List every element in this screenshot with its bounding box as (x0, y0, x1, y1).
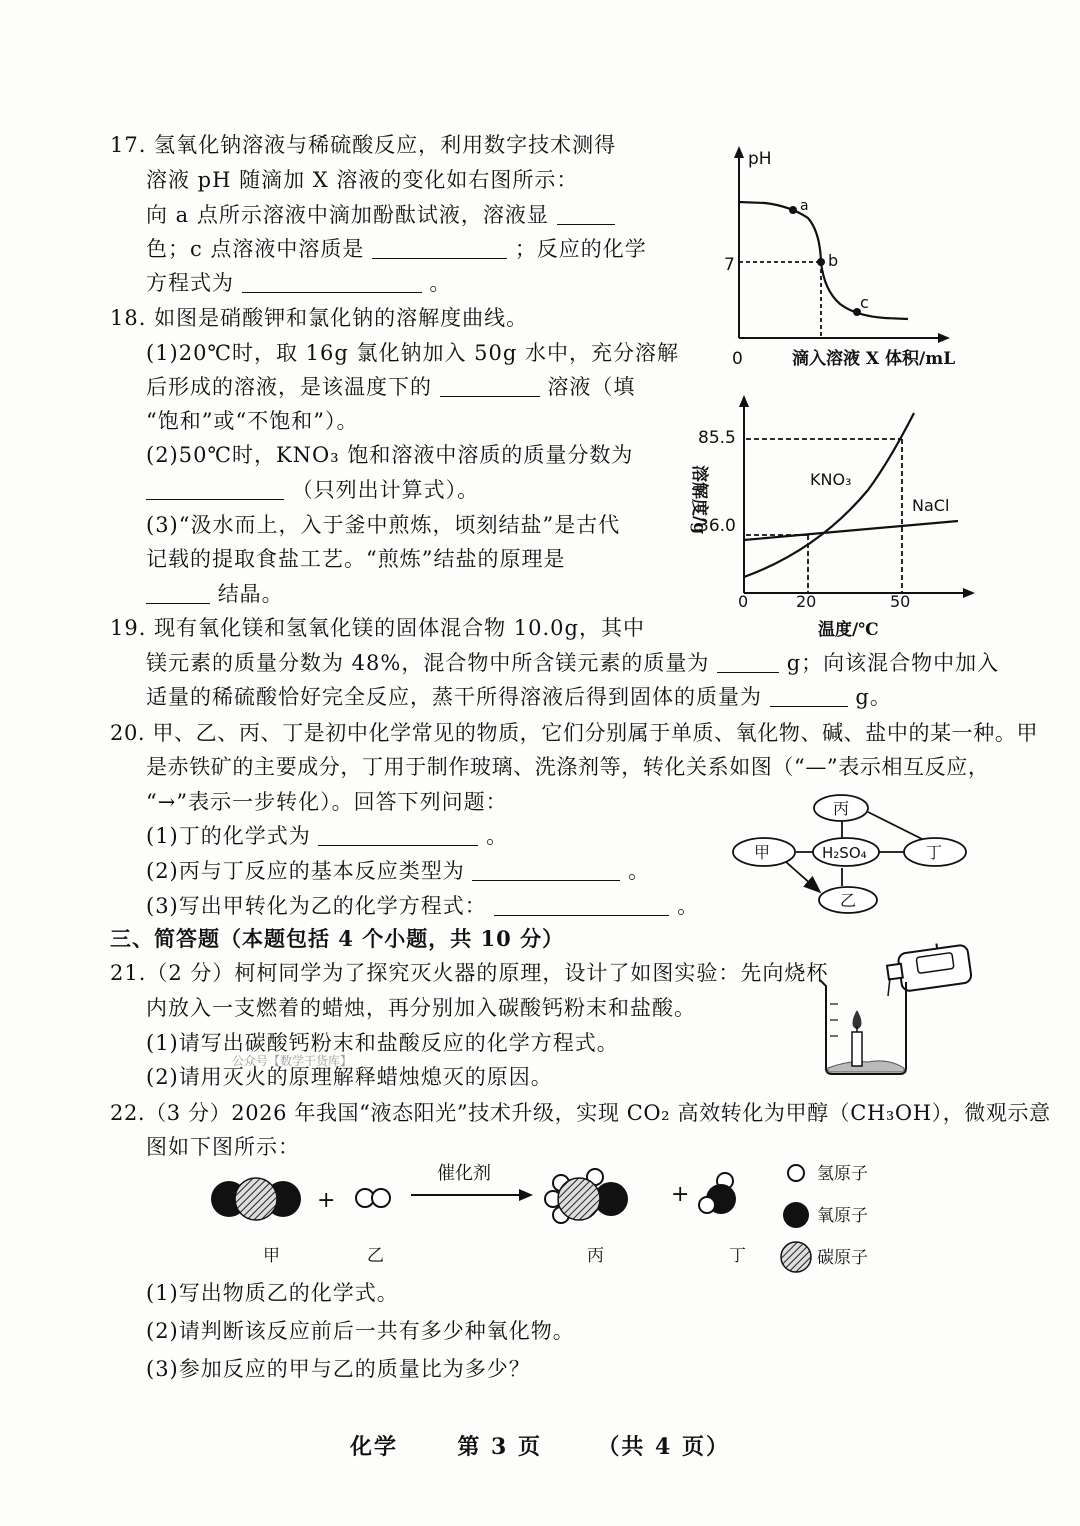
legend-c-label: 碳原子 (817, 1248, 868, 1268)
q22-line2: 图如下图所示： (146, 1135, 300, 1159)
q18-line3-text-b: 溶液（填 (547, 375, 636, 399)
q17-line5-text-b: 。 (429, 271, 452, 295)
q22-sub3: (3)参加反应的甲与乙的质量比为多少？ (146, 1357, 531, 1381)
ph-xlabel: 滴入溶液 X 体积/mL (792, 349, 956, 369)
q17-line3-text: 向 a 点所示溶液中滴加酚酞试液，溶液显 (146, 203, 549, 227)
beaker-experiment-illustration (808, 940, 983, 1080)
q18-blank-fraction[interactable] (146, 479, 284, 500)
nacl-curve (744, 521, 958, 540)
q18-line6 (146, 475, 479, 505)
bottle-icon (885, 940, 972, 993)
catalyst-label: 催化剂 (437, 1163, 491, 1184)
node-bing-label: 丙 (833, 799, 850, 818)
legend-h-label: 氢原子 (817, 1164, 868, 1184)
sol-xlabel: 温度/℃ (818, 620, 879, 640)
ph-label-c: c (860, 293, 869, 312)
q18-line7: (3)“汲水而上，入于釜中煎炼，顷刻结盐”是古代 (146, 513, 621, 537)
q17-line4-text-a: 色；c 点溶液中溶质是 (146, 237, 365, 261)
ph-chart (720, 140, 970, 370)
label-bing: 丙 (587, 1246, 604, 1266)
q19-line2-text-a: 镁元素的质量分数为 48%，混合物中所含镁元素的质量为 (146, 651, 710, 675)
q22-sub1: (1)写出物质乙的化学式。 (146, 1281, 399, 1305)
q17-line3 (146, 200, 615, 230)
label-jia: 甲 (263, 1246, 280, 1266)
page-footer (0, 1430, 1080, 1461)
candle-icon (852, 1032, 862, 1066)
q20-line5 (146, 856, 650, 886)
sol-ytick-85: 85.5 (698, 428, 736, 448)
q20-line1: 20. 甲、乙、丙、丁是初中化学常见的物质，它们分别属于单质、氧化物、碱、盐中的某一种。甲 (110, 721, 1039, 745)
q19-line2-text-b: g；向该混合物中加入 (786, 651, 1000, 675)
ph-label-b: b (828, 251, 839, 270)
q22-line1: 22.（3 分）2026 年我国“液态阳光”技术升级，实现 CO₂ 高效转化为甲醇（CH₃OH），微观示意 (110, 1101, 1051, 1125)
q17-line5-text-a: 方程式为 (146, 271, 234, 295)
node-ding-label: 丁 (926, 843, 943, 862)
q20-line5-text-a: (2)丙与丁反应的基本反应类型为 (146, 859, 465, 883)
legend-o-icon (783, 1202, 809, 1228)
kno3-label: KNO₃ (810, 470, 852, 489)
q19-line1: 19. 现有氧化镁和氢氧化镁的固体混合物 10.0g，其中 (110, 616, 645, 640)
q19-line3 (146, 682, 892, 712)
sol-ylabel: 溶解度/g (689, 465, 709, 535)
q19-line2 (146, 648, 999, 678)
q17-line1: 17. 氢氧化钠溶液与稀硫酸反应，利用数字技术测得 (110, 133, 617, 157)
q18-line5: (2)50℃时，KNO₃ 饱和溶液中溶质的质量分数为 (146, 443, 634, 467)
q17-blank-solute[interactable] (372, 238, 507, 259)
label-yi: 乙 (367, 1246, 384, 1266)
q21-line2: 内放入一支燃着的蜡烛，再分别加入碳酸钙粉末和盐酸。 (146, 996, 696, 1020)
ph-point-a (789, 206, 797, 214)
q20-line6 (146, 891, 699, 921)
footer-page: 第 3 页 (457, 1434, 542, 1460)
watermark: 公众号【数学干货库】 (232, 1054, 353, 1068)
node-h2so4-label: H₂SO₄ (822, 844, 867, 862)
q20-line4-text-b: 。 (486, 824, 509, 848)
q18-line2: (1)20℃时，取 16g 氯化钠加入 50g 水中，充分溶解 (146, 341, 679, 365)
q18-line9-text: 结晶。 (217, 582, 284, 606)
q19-line3-text-b: g。 (855, 685, 892, 709)
legend-c-icon (781, 1242, 811, 1272)
legend-o-label: 氧原子 (817, 1206, 868, 1226)
molecule-bing (545, 1169, 628, 1223)
ph-point-b (817, 258, 825, 266)
sol-xtick-50: 50 (890, 592, 911, 611)
q18-line3 (146, 372, 635, 402)
q20-line6-text-b: 。 (677, 894, 700, 918)
q18-line9 (146, 579, 284, 609)
plus-sign-2: + (671, 1182, 690, 1207)
ph-origin: 0 (732, 349, 743, 369)
q17-line5 (146, 268, 451, 298)
sol-ytick-36: 36.0 (698, 516, 736, 536)
q20-blank-ding-formula[interactable] (318, 825, 478, 846)
q20-line6-text-a: (3)写出甲转化为乙的化学方程式： (146, 894, 487, 918)
nacl-label: NaCl (912, 496, 950, 515)
molecule-jia (211, 1178, 301, 1220)
q18-line8: 记载的提取食盐工艺。“煎炼”结盐的原理是 (146, 547, 566, 571)
q20-line4 (146, 821, 508, 851)
q19-blank-mg-mass[interactable] (717, 652, 779, 673)
ph-ylabel: pH (748, 149, 772, 169)
ph-label-a: a (800, 198, 809, 214)
sol-xtick-20: 20 (796, 592, 817, 611)
q18-line1: 18. 如图是硝酸钾和氯化钠的溶解度曲线。 (110, 306, 529, 330)
q17-line2: 溶液 pH 随滴加 X 溶液的变化如右图所示： (146, 168, 579, 192)
q18-line6-text: （只列出计算式）。 (291, 478, 480, 502)
solubility-chart (668, 385, 988, 640)
sol-xtick-0: 0 (738, 592, 749, 611)
q17-line4-text-b: ；反应的化学 (514, 237, 647, 261)
relationship-diagram (728, 790, 978, 920)
q20-line4-text-a: (1)丁的化学式为 (146, 824, 311, 848)
footer-total: （共 4 页） (597, 1434, 730, 1460)
q18-blank-saturation[interactable] (440, 376, 540, 397)
q17-blank-equation[interactable] (242, 272, 422, 293)
node-yi-label: 乙 (840, 891, 857, 910)
node-jia-label: 甲 (754, 843, 771, 862)
molecule-ding (699, 1173, 736, 1214)
reaction-micro-diagram (205, 1155, 925, 1275)
q20-line2: 是赤铁矿的主要成分，丁用于制作玻璃、洗涤剂等，转化关系如图（“—”表示相互反应， (146, 755, 990, 779)
q20-blank-reaction-type[interactable] (472, 860, 620, 881)
q18-line3-text-a: 后形成的溶液，是该温度下的 (146, 375, 432, 399)
q22-sub2: (2)请判断该反应前后一共有多少种氧化物。 (146, 1319, 575, 1343)
q20-line5-text-b: 。 (628, 859, 651, 883)
label-ding: 丁 (729, 1246, 746, 1266)
plus-sign-1: + (317, 1188, 336, 1213)
q17-blank-color[interactable] (557, 204, 615, 225)
q21-line1: 21.（2 分）柯柯同学为了探究灭火器的原理，设计了如图实验：先向烧杯 (110, 961, 829, 985)
q18-blank-crystallization[interactable] (146, 583, 210, 604)
q17-line4 (146, 234, 647, 264)
kno3-curve (744, 413, 914, 577)
q18-line4: “饱和”或“不饱和”）。 (146, 409, 359, 433)
section3-heading: 三、简答题（本题包括 4 个小题，共 10 分） (110, 926, 565, 951)
molecule-yi (356, 1189, 390, 1207)
q20-blank-equation[interactable] (494, 895, 669, 916)
q21-line3: (1)请写出碳酸钙粉末和盐酸反应的化学方程式。 (146, 1031, 619, 1055)
q20-line3: “→”表示一步转化）。回答下列问题： (146, 790, 508, 814)
footer-subject: 化学 (350, 1434, 399, 1460)
q19-line3-text-a: 适量的稀硫酸恰好完全反应，蒸干所得溶液后得到固体的质量为 (146, 685, 762, 709)
q19-blank-solid-mass[interactable] (770, 686, 848, 707)
ph-ytick-7: 7 (724, 255, 735, 275)
q21-line4: (2)请用灭火的原理解释蜡烛熄灭的原因。 (146, 1065, 553, 1089)
legend-h-icon (788, 1165, 804, 1181)
